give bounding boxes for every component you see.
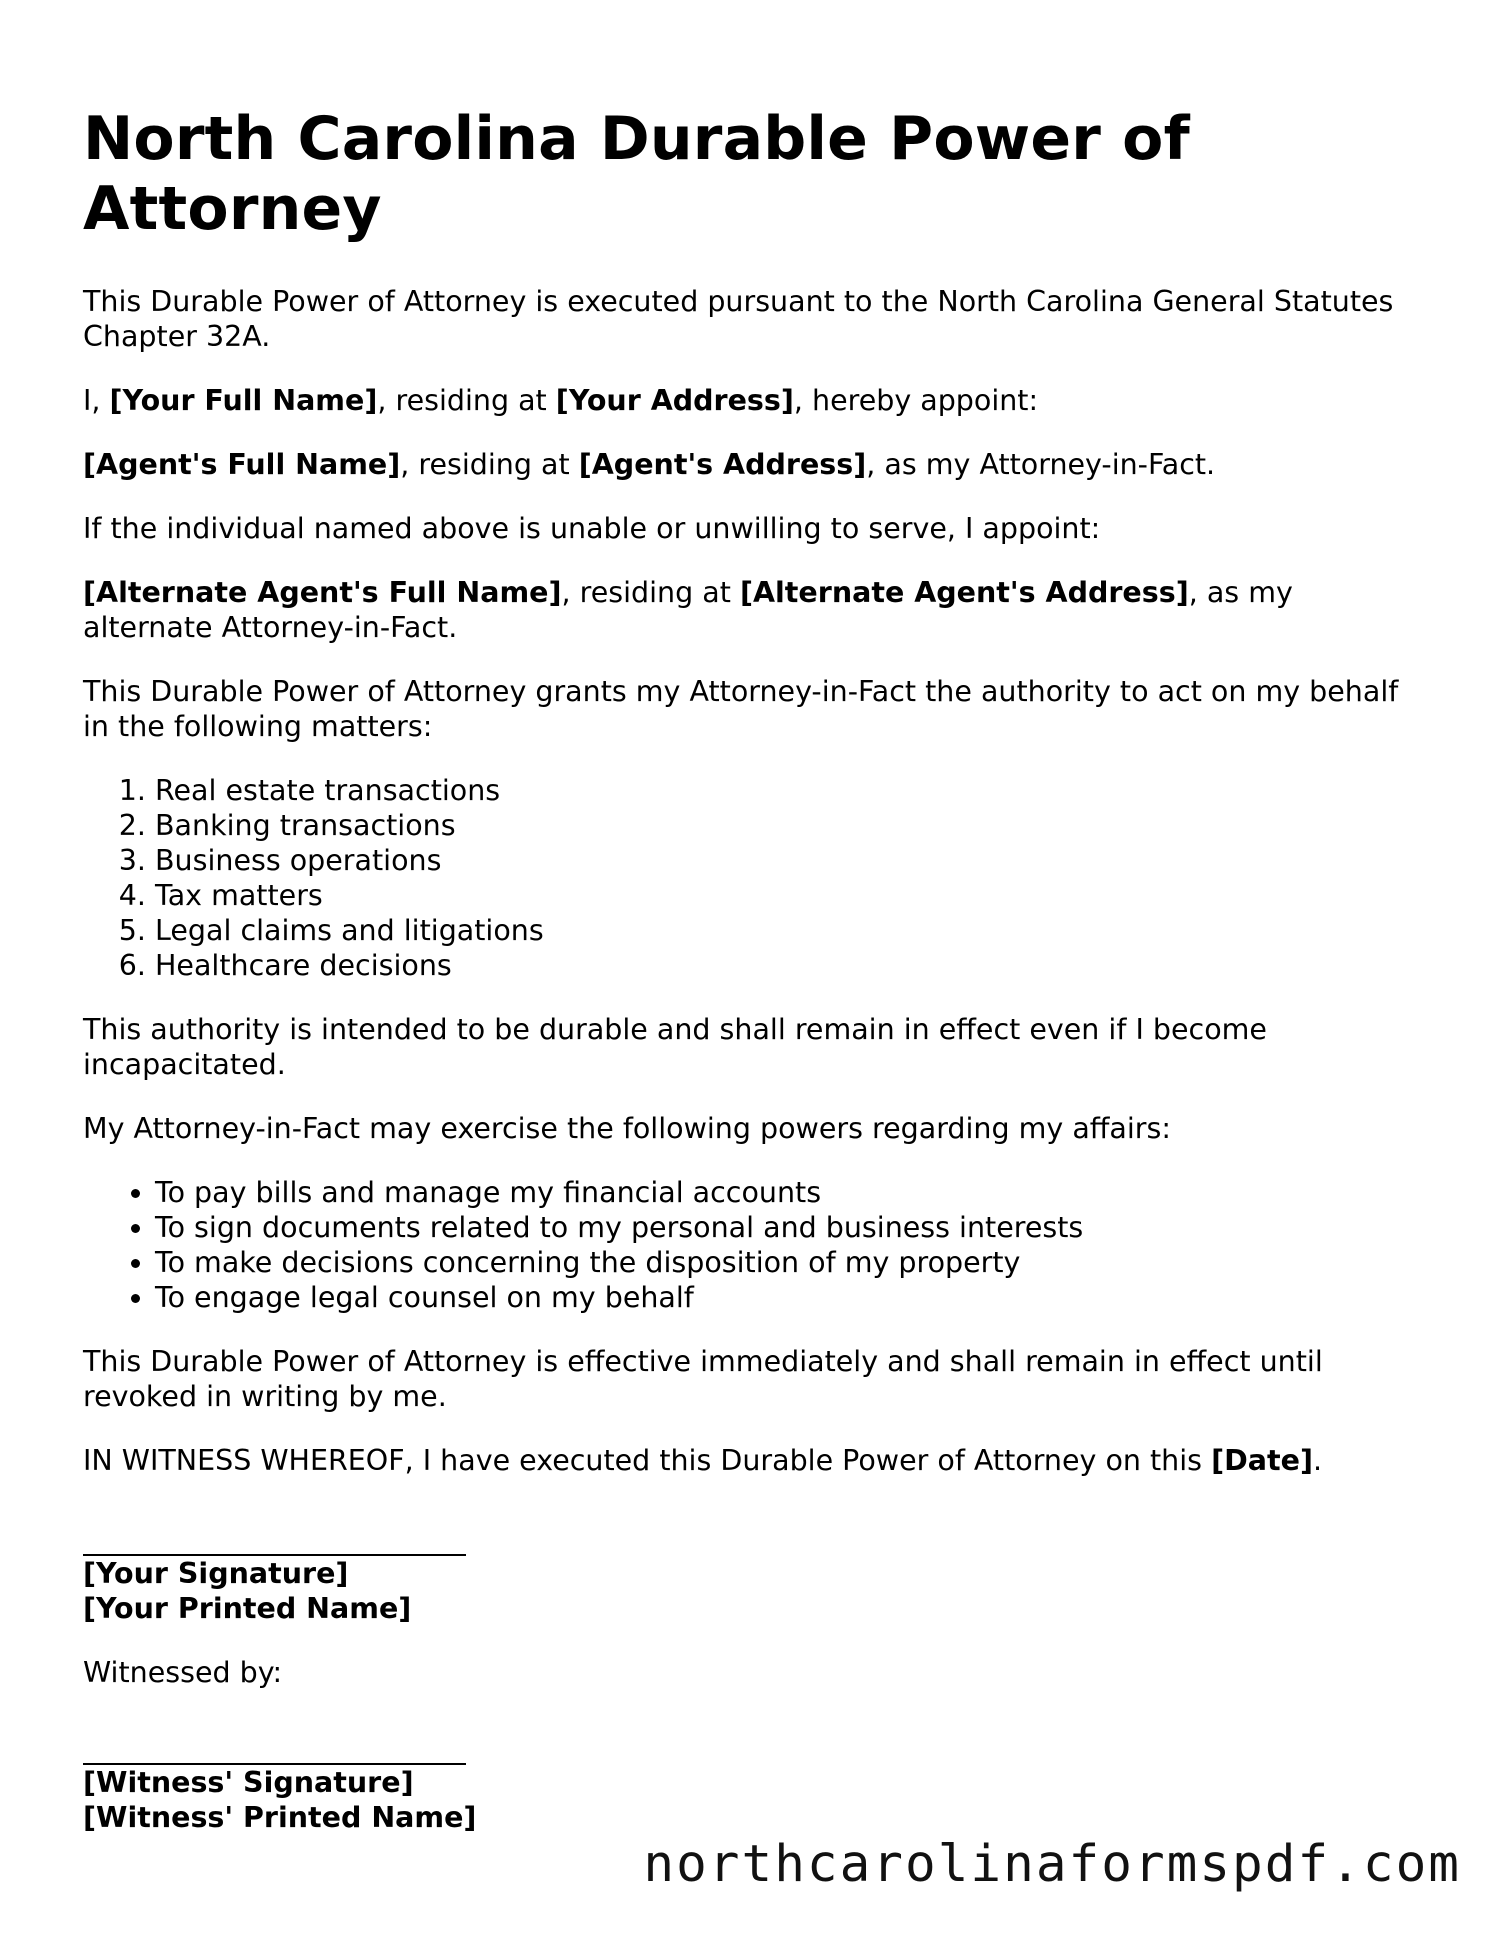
witnessed-by-label: Witnessed by: <box>83 1656 283 1689</box>
list-item: 2. Banking transactions <box>155 808 1403 843</box>
alternate-suffix: , as my alternate Attorney-in-Fact. <box>83 576 1293 644</box>
principal-printed-name-label: [Your Printed Name] <box>83 1592 412 1625</box>
list-item: 5. Legal claims and litigations <box>155 913 1403 948</box>
list-item: • To pay bills and manage my financial accounts <box>155 1175 1403 1210</box>
durable-paragraph: This authority is intended to be durable and shall remain in effect even if I become incapacitated. <box>83 1013 1267 1081</box>
alternate-mid: , residing at <box>561 576 740 609</box>
witness-signature-label: [Witness' Signature] <box>83 1766 414 1799</box>
agent-address-field: [Agent's Address] <box>578 448 867 481</box>
agent-suffix: , as my Attorney-in-Fact. <box>866 448 1216 481</box>
powers-list <box>83 1175 1403 1315</box>
appoint-paragraph <box>83 383 1403 418</box>
principal-signature-block <box>83 1521 1403 1626</box>
agent-name-field: [Agent's Full Name] <box>83 448 401 481</box>
list-item: • To sign documents related to my personal and business interests <box>155 1210 1403 1245</box>
signature-line <box>83 1730 1403 1765</box>
witness-whereof-prefix: IN WITNESS WHEREOF, I have executed this Durable Power of Attorney on this <box>83 1444 1212 1477</box>
list-item: • To make decisions concerning the disposition of my property <box>155 1245 1403 1280</box>
witness-signature-block <box>83 1730 1403 1835</box>
alternate-name-field: [Alternate Agent's Full Name] <box>83 576 562 609</box>
powers-intro-paragraph: My Attorney-in-Fact may exercise the following powers regarding my affairs: <box>83 1112 1171 1145</box>
witness-printed-name-label: [Witness' Printed Name] <box>83 1801 477 1834</box>
list-item: 3. Business operations <box>155 843 1403 878</box>
list-item: 1. Real estate transactions <box>155 773 1403 808</box>
list-item: 4. Tax matters <box>155 878 1403 913</box>
date-field: [Date] <box>1211 1444 1313 1477</box>
matters-list <box>83 773 1403 983</box>
principal-name-field: [Your Full Name] <box>109 384 378 417</box>
list-item: • To engage legal counsel on my behalf <box>155 1280 1403 1315</box>
principal-address-field: [Your Address] <box>555 384 794 417</box>
grant-paragraph: This Durable Power of Attorney grants my Attorney-in-Fact the authority to act on my behalf in the following matters: <box>83 675 1399 743</box>
alternate-intro-paragraph: If the individual named above is unable or unwilling to serve, I appoint: <box>83 512 1101 545</box>
alternate-paragraph <box>83 575 1403 645</box>
intro-paragraph: This Durable Power of Attorney is executed pursuant to the North Carolina General Statutes Chapter 32A. <box>83 285 1394 353</box>
appoint-prefix: I, <box>83 384 110 417</box>
site-watermark: northcarolinaformspdf.com <box>643 1835 1461 1894</box>
agent-paragraph <box>83 447 1403 482</box>
principal-signature-label: [Your Signature] <box>83 1557 349 1590</box>
list-item: 6. Healthcare decisions <box>155 948 1403 983</box>
witness-whereof-paragraph <box>83 1443 1403 1478</box>
alternate-address-field: [Alternate Agent's Address] <box>739 576 1189 609</box>
signature-line <box>83 1521 1403 1556</box>
document-page <box>83 104 1403 1864</box>
appoint-mid: , residing at <box>377 384 556 417</box>
agent-mid: , residing at <box>400 448 579 481</box>
appoint-suffix: , hereby appoint: <box>793 384 1039 417</box>
witness-whereof-suffix: . <box>1312 1444 1323 1477</box>
page-title: North Carolina Durable Power of Attorney <box>83 104 1190 244</box>
effective-paragraph: This Durable Power of Attorney is effective immediately and shall remain in effect until revoked in writing by me. <box>83 1345 1323 1413</box>
